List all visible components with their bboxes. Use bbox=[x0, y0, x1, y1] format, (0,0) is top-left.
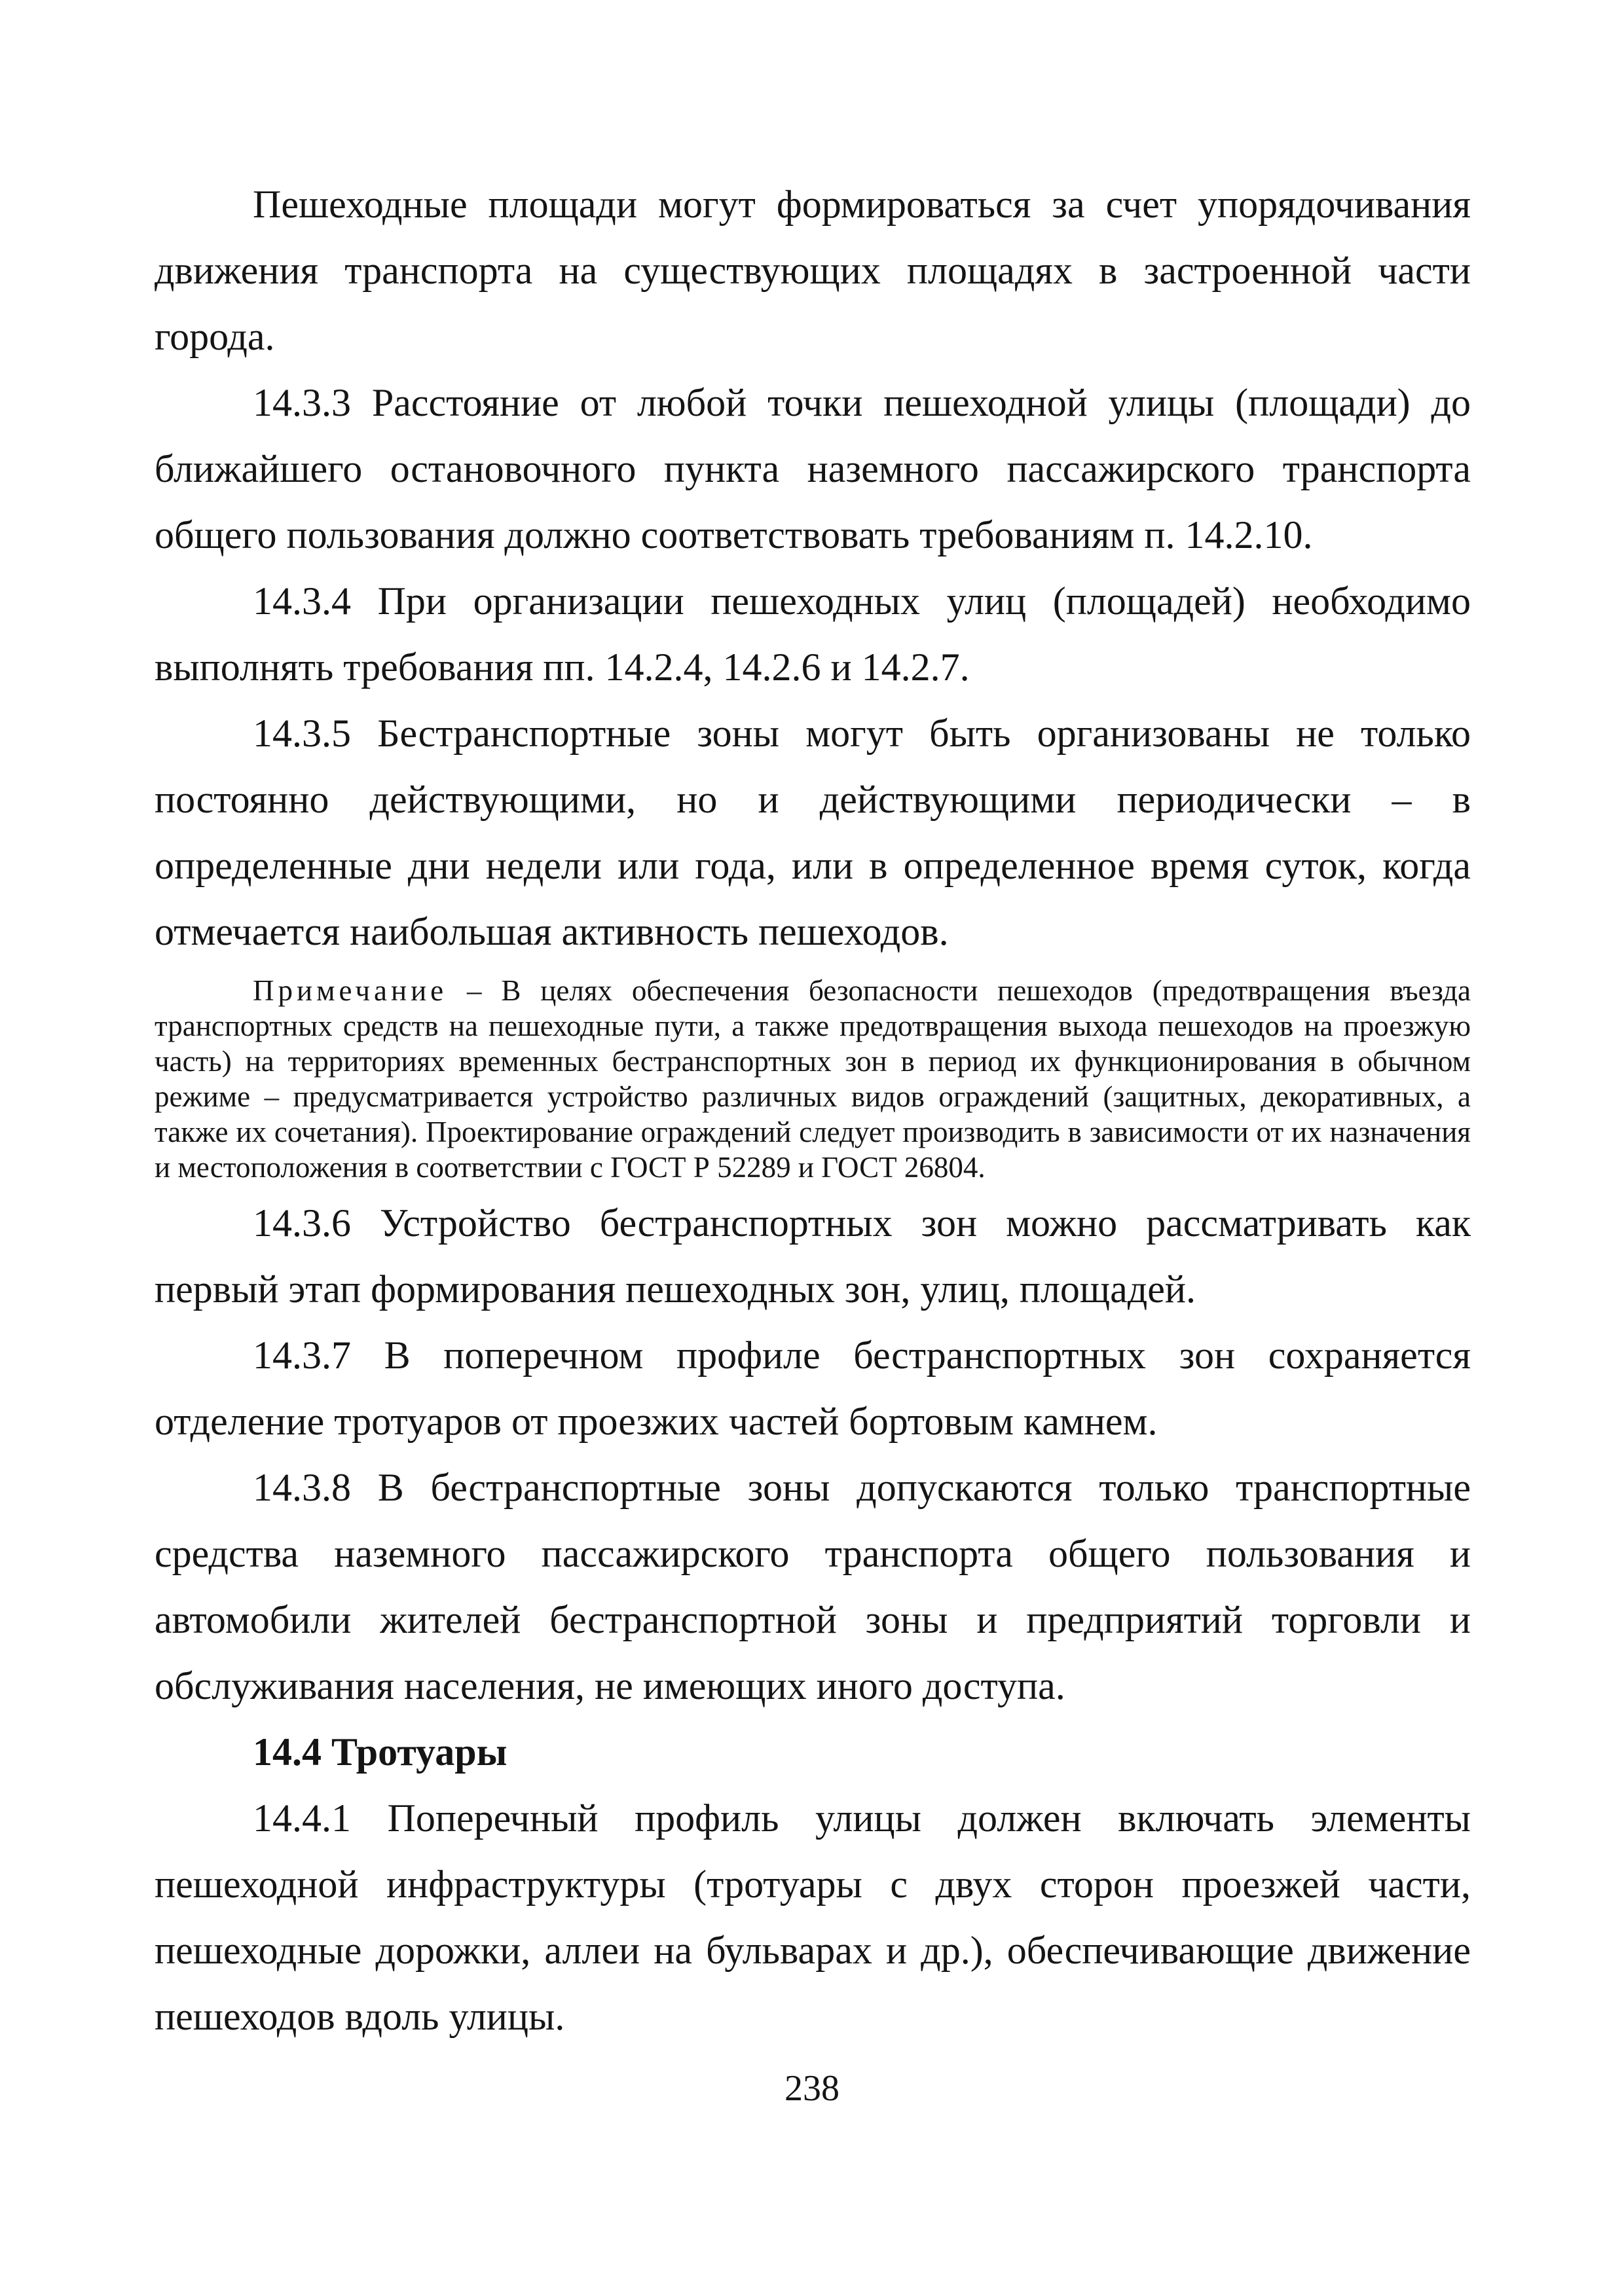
paragraph-pedestrian-squares: Пешеходные площади могут формироваться за счет упорядочивания движения транспорта на существующих площадях в застроенной части города. bbox=[155, 183, 1471, 358]
paragraph-14-3-7: 14.3.7 В поперечном профиле бестранспортных зон сохраняется отделение тротуаров от проезжих частей бортовым камнем. bbox=[155, 1334, 1471, 1443]
note-text: – В целях обеспечения безопасности пешеходов (предотвращения въезда транспортных средств на пешеходные пути, а также предотвращения выхода пешеходов на проезжую часть) на территориях временных бестранспортных зон в период их функционирования в обычном режиме – предусматривается устройство различных видов ограждений (защитных, декоративных, а также их сочетания). Проектирование ограждений следует производить в зависимости от их назначения и местоположения в соответствии с ГОСТ Р 52289 и ГОСТ 26804. bbox=[155, 974, 1471, 1184]
paragraph-14-3-5: 14.3.5 Бестранспортные зоны могут быть организованы не только постоянно действующими, но и действующими периодически – в определенные дни недели или года, или в определенное время суток, когда отмечается наибольшая активность пешеходов. bbox=[155, 712, 1471, 953]
paragraph-14-3-8: 14.3.8 В бестранспортные зоны допускаются только транспортные средства наземного пассажирского транспорта общего пользования и автомобили жителей бестранспортной зоны и предприятий торговли и обслуживания населения, не имеющих иного доступа. bbox=[155, 1466, 1471, 1707]
note bbox=[155, 973, 1471, 1185]
page-number: 238 bbox=[784, 2068, 840, 2109]
paragraph-14-3-3: 14.3.3 Расстояние от любой точки пешеходной улицы (площади) до ближайшего остановочного пункта наземного пассажирского транспорта общего пользования должно соответствовать требованиям п. 14.2.10. bbox=[155, 381, 1471, 556]
page-body bbox=[155, 172, 1471, 2050]
section-heading: 14.4 Тротуары bbox=[253, 1730, 507, 1774]
paragraph-14-3-6: 14.3.6 Устройство бестранспортных зон можно рассматривать как первый этап формирования пешеходных зон, улиц, площадей. bbox=[155, 1201, 1471, 1311]
paragraph-14-4-1: 14.4.1 Поперечный профиль улицы должен включать элементы пешеходной инфраструктуры (тротуары с двух сторон проезжей части, пешеходные дорожки, аллеи на бульварах и др.), обеспечивающие движение пешеходов вдоль улицы. bbox=[155, 1796, 1471, 2038]
note-label: Примечание bbox=[253, 974, 448, 1007]
paragraph-14-3-4: 14.3.4 При организации пешеходных улиц (площадей) необходимо выполнять требования пп. 14.2.4, 14.2.6 и 14.2.7. bbox=[155, 579, 1471, 689]
